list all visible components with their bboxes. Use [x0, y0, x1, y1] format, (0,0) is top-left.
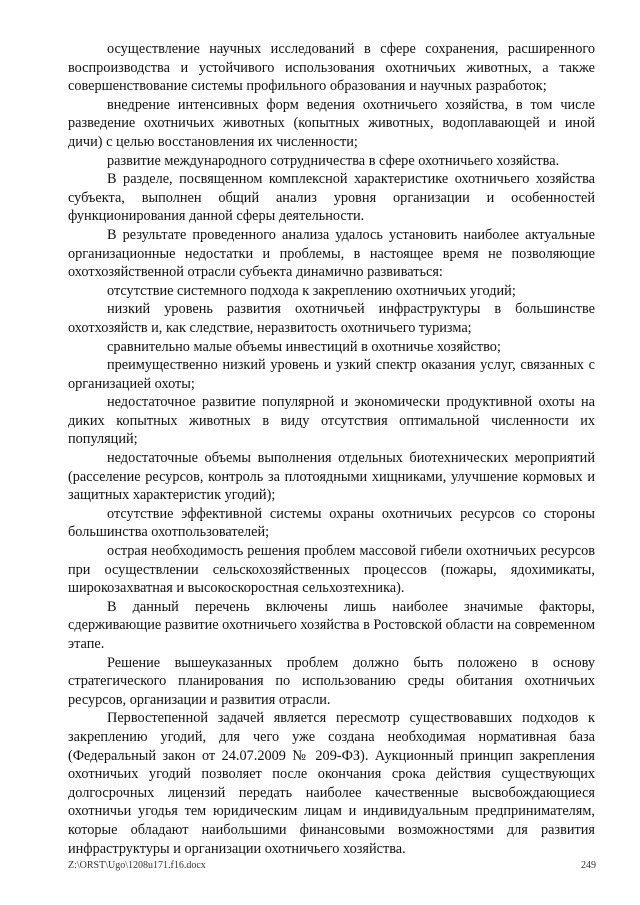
paragraph: внедрение интенсивных форм ведения охотничьего хозяйства, в том числе разведение охотничьих животных (копытных животных, водоплавающей и иной дичи) с целью восстановления их численности; — [68, 96, 595, 150]
page-number: 249 — [581, 860, 596, 871]
paragraph: отсутствие эффективной системы охраны охотничьих ресурсов со стороны большинства охотпользователей; — [68, 505, 595, 541]
paragraph: В результате проведенного анализа удалось установить наиболее актуальные организационные недостатки и проблемы, в настоящее время не позволяющие охотхозяйственной отрасли субъекта динамично развиваться: — [68, 226, 595, 281]
paragraph: недостаточные объемы выполнения отдельных биотехнических мероприятий (расселение ресурсов, контроль за плотоядными хищниками, улучшение кормовых и защитных характеристик угодий); — [68, 450, 595, 504]
paragraph: Решение вышеуказанных проблем должно быть положено в основу стратегического планирования по использованию среды обитания охотничьих ресурсов, организации и развития отрасли. — [68, 654, 595, 708]
paragraph: низкий уровень развития охотничьей инфраструктуры в большинстве охотхозяйств и, как следствие, неразвитость охотничьего туризма; — [68, 301, 595, 336]
paragraph: В разделе, посвященном комплексной характеристике охотничьего хозяйства субъекта, выполнен общий анализ уровня организации и особенностей функционирования данной сферы деятельности. — [68, 171, 595, 225]
paragraph: недостаточное развитие популярной и экономически продуктивной охоты на диких копытных животных в виду отсутствия оптимальной численности их популяций; — [68, 394, 595, 448]
paragraph: сравнительно малые объемы инвестиций в охотничье хозяйство; — [107, 338, 501, 355]
file-path: Z:\ORST\Ugo\1208u171.f16.docx — [68, 860, 206, 871]
paragraph: Первостепенной задачей является пересмотр существовавших подходов к закреплению угодий, для чего уже создана необходимая нормативная база (Федеральный закон от 24.07.2009 № 209-ФЗ). Аукционный принцип закрепления охотничьих угодий позволяет после окончания срока действия существующих долгосрочных лицензий передать наиболее качественные высвобождающиеся охотничьи угодья тем юридическим лицам и индивидуальным предпринимателям, которые обладают наибольшими финансовыми возможностями для развития инфраструктуры и организации охотничьего хозяйства. — [68, 710, 595, 857]
paragraph: отсутствие системного подхода к закреплению охотничьих угодий; — [107, 282, 516, 299]
paragraph: острая необходимость решения проблем массовой гибели охотничьих ресурсов при осуществлении сельскохозяйственных процессов (пожары, ядохимикаты, широкозахватная и высокоскоростная сельхозтехника). — [68, 543, 595, 597]
paragraph: развитие международного сотрудничества в сфере охотничьего хозяйства. — [107, 152, 560, 169]
paragraph: преимущественно низкий уровень и узкий спектр оказания услуг, связанных с организацией охоты; — [68, 357, 595, 392]
document-body — [68, 40, 595, 858]
paragraph: В данный перечень включены лишь наиболее значимые факторы, сдерживающие развитие охотничьего хозяйства в Ростовской области на современном этапе. — [68, 598, 595, 652]
paragraph: осуществление научных исследований в сфере сохранения, расширенного воспроизводства и устойчивого использования охотничьих животных, а также совершенствование системы профильного образования и научных разработок; — [68, 41, 595, 95]
